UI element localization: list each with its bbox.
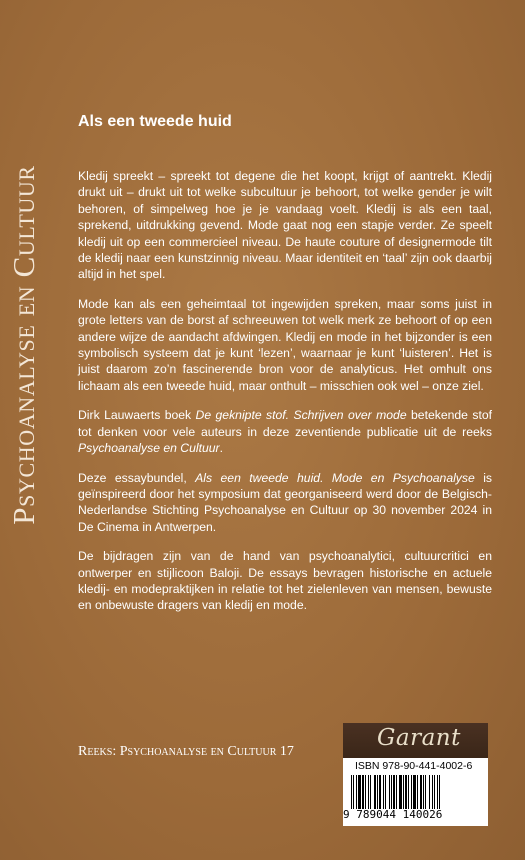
barcode-bar: [420, 775, 422, 809]
ean-digits: 9 789044 140026: [343, 808, 443, 821]
barcode-bar: [405, 775, 407, 809]
barcode-bar: [434, 775, 435, 809]
barcode-bar: [429, 775, 430, 809]
barcode-panel: [343, 758, 488, 826]
barcode-bar: [358, 775, 361, 809]
barcode-bar: [425, 775, 426, 809]
italic-run: De geknipte stof. Schrijven over mode: [195, 408, 407, 423]
italic-run: Psychoanalyse en Cultuur: [78, 441, 220, 456]
book-title: Als een tweede huid: [78, 113, 232, 130]
barcode-bar: [408, 775, 409, 809]
text-run: Mode kan als een geheimtaal tot ingewijden spreken, maar soms juist in grote letters van de borst af schreeuwen tot welk merk ze behoort of op een andere wijze de aandacht afdwingen. Kledij en mode in het bijzonder is een symbolisch systeem dat je kunt ‘lezen’, waarnaar je kunt ‘luisteren’. Het is juist daarom zo’n fascinerende bron voor de analyticus. Het omhult ons lichaam als een tweede huid, maar onthult – misschien ook wel – onze ziel.: [78, 296, 492, 393]
blurb-paragraph: [78, 296, 492, 394]
blurb-paragraph: [78, 168, 492, 283]
series-label: Reeks: Psychoanalyse en Cultuur 17: [78, 744, 294, 759]
barcode-bar: [399, 775, 402, 809]
barcode-bar: [423, 775, 424, 809]
barcode-bar: [413, 775, 416, 809]
publisher-logo-text: Garant: [377, 725, 461, 751]
text-run: De bijdragen zijn van de hand van psychoanalytici, cultuurcritici en ontwerper en stijlicoon Baloji. De essays bevragen historische en actuele kledij- en modepraktijken in relatie tot het zielenleven van mensen, bewuste en onbewuste dragers van kledij en mode.: [78, 549, 492, 613]
text-run: betekende stof tot denken voor vele auteurs in deze zeventiende publicatie uit de reeks: [78, 408, 492, 439]
barcode-bar: [356, 775, 357, 809]
barcode-bar: [403, 775, 404, 809]
text-run: Deze essaybundel,: [78, 470, 196, 485]
blurb-paragraph: [78, 407, 492, 456]
barcode-bar: [432, 775, 433, 809]
barcode-bar: [439, 775, 440, 809]
barcode-bar: [374, 775, 376, 809]
barcode-bar: [417, 775, 418, 809]
text-run: Kledij spreekt – spreekt tot degene die het koopt, krijgt of aantrekt. Kledij drukt uit – drukt uit tot welke subcultuur je behoort, tot welke gender je wilt behoren, of simpelweg hoe je je vandaag voelt. Kledij is als een taal, sprekend, uitdrukking gevend. Mode gaat nog een stapje verder. Ze speelt kledij uit op een commercieel niveau. De haute couture of designermode tilt de kledij naar een kunstzinnig niveau. Maar identiteit en ‘taal’ zijn ook daarbij altijd in het spel.: [78, 169, 492, 282]
barcode-bar: [383, 775, 384, 809]
barcode-bar: [389, 775, 390, 809]
text-run: is geïnspireerd door het symposium dat georganiseerd werd door de Belgisch-Nederlandse Stichting Psychoanalyse en Cultuur op 30 november 2024 in De Cinema in Antwerpen.: [78, 470, 493, 534]
barcode-icon: [351, 775, 480, 809]
blurb-paragraph: [78, 548, 492, 614]
isbn-text: ISBN 978-90-441-4002-6: [355, 760, 473, 772]
barcode-bar: [370, 775, 371, 809]
blurb-body: [78, 168, 492, 627]
barcode-bar: [365, 775, 366, 809]
barcode-bar: [396, 775, 397, 809]
text-run: .: [219, 441, 223, 456]
barcode-bar: [353, 775, 354, 809]
spine-text: Psychoanalyse en Cultuur: [6, 165, 41, 525]
barcode-bar: [391, 775, 392, 809]
spine-label: [0, 115, 44, 575]
publisher-logo: [343, 723, 488, 758]
barcode-bar: [379, 775, 381, 809]
text-run: Dirk Lauwaerts boek: [78, 408, 196, 423]
barcode-bar: [437, 775, 438, 809]
barcode-bar: [385, 775, 386, 809]
italic-run: Als een tweede huid. Mode en Psychoanalyse: [195, 470, 475, 485]
barcode-bar: [411, 775, 412, 809]
barcode-bar: [368, 775, 369, 809]
blurb-paragraph: [78, 470, 492, 536]
barcode-bar: [351, 775, 352, 809]
barcode-bar: [377, 775, 378, 809]
barcode-bar: [393, 775, 395, 809]
barcode-bar: [362, 775, 364, 809]
